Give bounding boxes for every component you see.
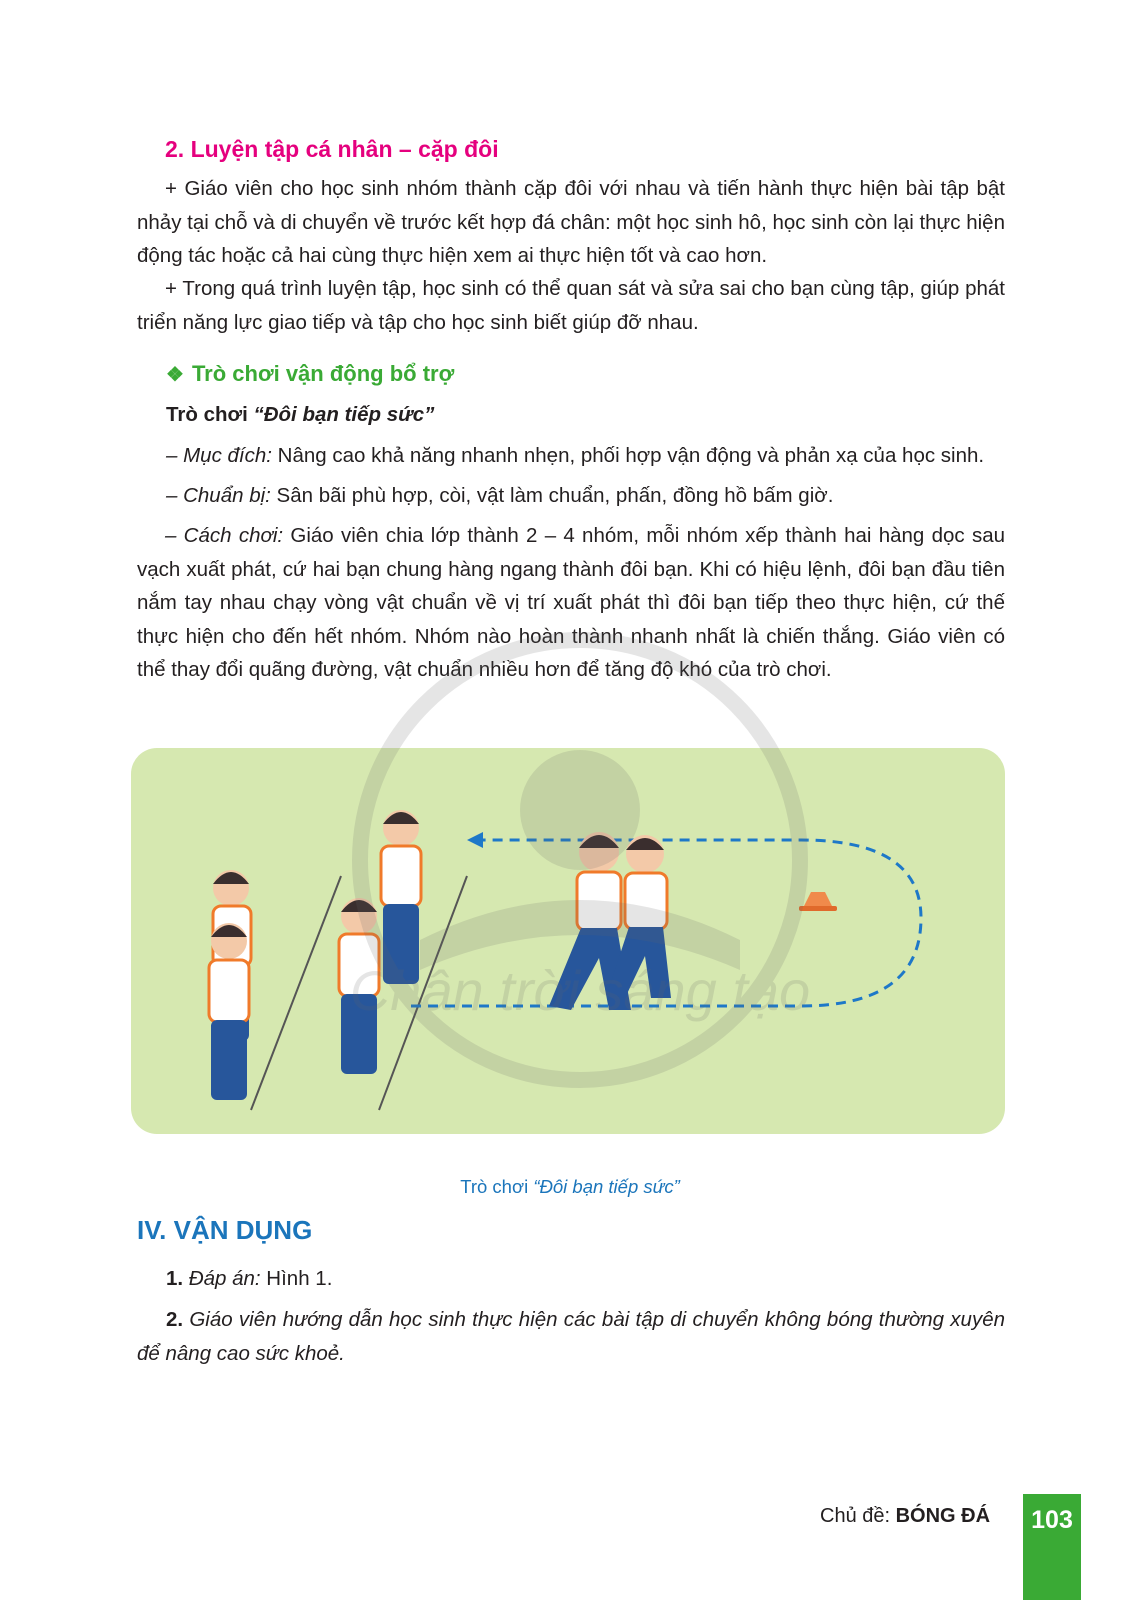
relay-scene-svg: [131, 748, 1005, 1134]
game-name: Trò chơi “Đôi bạn tiếp sức”: [166, 403, 435, 426]
paragraph-text: + Giáo viên cho học sinh nhóm thành cặp đôi với nhau và tiến hành thực hiện bài tập bật nhảy tại chỗ và di chuyển về trước kết hợp đá chân: một học sinh hô, học sinh còn lại thực hiện động tác hoặc cả hai cùng thực hiện xem ai thực hiện tốt và cao hơn.: [137, 177, 1005, 267]
cone-marker-icon: [799, 892, 837, 911]
section-title: 2. Luyện tập cá nhân – cặp đôi: [165, 136, 499, 162]
game-purpose: – Mục đích: Nâng cao khả năng nhanh nhẹn, phối hợp vận động và phản xạ của học sinh.: [166, 444, 985, 467]
apply-heading: IV. VẬN DỤNG: [137, 1215, 313, 1245]
arrow-head-icon: [467, 832, 483, 848]
child-waiting-3: [381, 810, 421, 984]
answer-1: 1. Đáp án: Hình 1.: [166, 1267, 333, 1290]
start-line-left: [251, 876, 341, 1110]
page-number: 103: [1023, 1494, 1081, 1600]
paragraph-text: + Trong quá trình luyện tập, học sinh có thể quan sát và sửa sai cho bạn cùng tập, giúp phát triển năng lực giao tiếp và tập cho học sinh biết giúp đỡ nhau.: [137, 277, 1005, 334]
diamond-bullet-icon: ❖: [166, 364, 184, 386]
game-heading: ❖ Trò chơi vận động bổ trợ: [166, 361, 455, 386]
relay-game-illustration: [131, 748, 1005, 1134]
child-waiting-2: [209, 923, 249, 1100]
child-waiting-4: [339, 898, 379, 1074]
game-how-to-play: – Cách chơi: Giáo viên chia lớp thành 2 – 4 nhóm, mỗi nhóm xếp thành hai hàng dọc sau vạch xuất phát, cứ hai bạn chung hàng ngang thành đôi bạn. Khi có hiệu lệnh, đôi bạn đầu tiên nắm tay nhau chạy vòng vật chuẩn về vị trí xuất phát thì đôi bạn tiếp theo thực hiện, cứ thế thực hiện cho đến hết nhóm. Nhóm nào hoàn thành nhanh nhất là chiến thắng. Giáo viên có thể thay đổi quãng đường, vật chuẩn nhiều hơn để tăng độ khó của trò chơi.: [137, 524, 1005, 681]
paragraph-observe: [137, 272, 1005, 339]
game-preparation: – Chuẩn bị: Sân bãi phù hợp, còi, vật làm chuẩn, phấn, đồng hồ bấm giờ.: [166, 484, 834, 507]
answer-2: 2. Giáo viên hướng dẫn học sinh thực hiện các bài tập di chuyển không bóng thường xuyên để nâng cao sức khoẻ.: [137, 1308, 1005, 1365]
figure-caption: Trò chơi “Đôi bạn tiếp sức”: [460, 1176, 680, 1197]
footer-topic: Chủ đề: BÓNG ĐÁ: [820, 1505, 991, 1527]
paragraph-pair-practice: [137, 172, 1005, 273]
